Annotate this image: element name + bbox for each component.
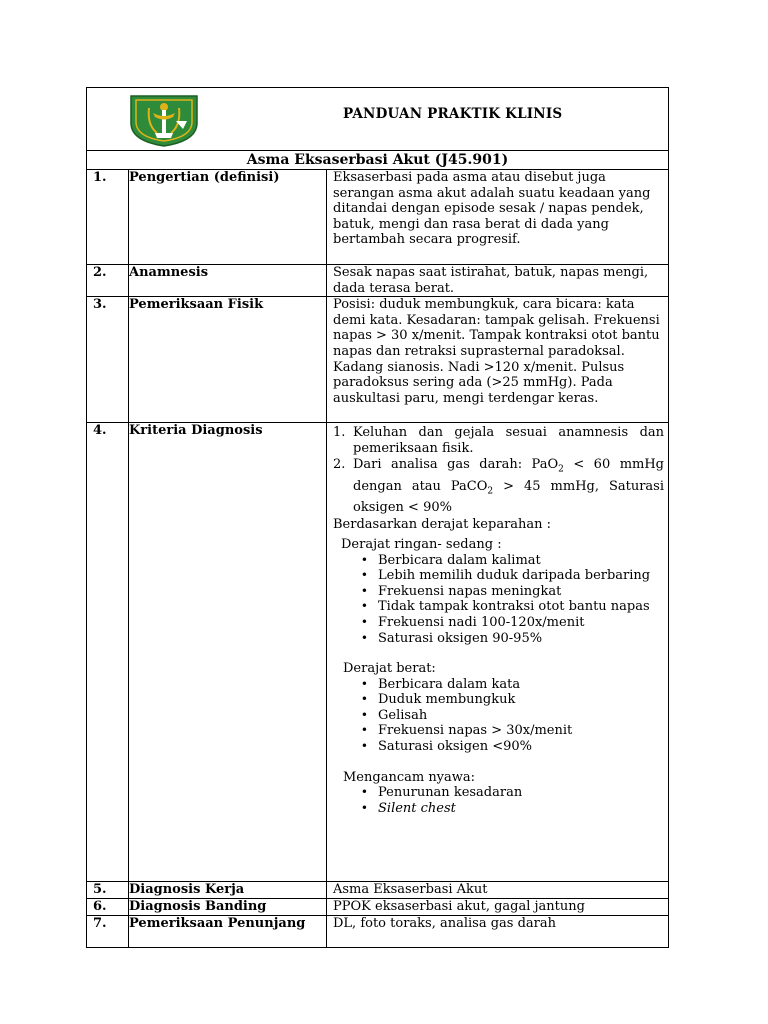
list-item — [333, 457, 664, 515]
list-item — [333, 785, 664, 801]
clinical-guideline-sheet — [86, 87, 668, 948]
document-subtitle: Asma Eksaserbasi Akut (J45.901) — [87, 151, 669, 170]
row-label: Diagnosis Kerja — [129, 882, 327, 899]
list-item — [333, 584, 664, 600]
list-item — [333, 801, 664, 817]
bullet-icon: • — [360, 583, 368, 598]
list-text: Berbicara dalam kata — [378, 676, 521, 692]
row-number: 7. — [87, 916, 129, 948]
list-item — [333, 425, 664, 456]
list-text: Penurunan kesadaran — [378, 785, 523, 801]
list-text: Keluhan dan gejala sesuai anamnesis dan pemeriksaan fisik. — [353, 425, 665, 456]
bullet-icon: • — [360, 800, 368, 815]
bullet-icon: • — [360, 630, 368, 645]
severity-group-title: Derajat ringan- sedang : — [341, 536, 502, 552]
row-value: DL, foto toraks, analisa gas darah — [327, 916, 669, 948]
list-item — [333, 692, 664, 708]
subscript: 2 — [487, 486, 494, 497]
severity-group-title: Mengancam nyawa: — [343, 769, 476, 785]
list-text: Saturasi oksigen 90-95% — [378, 630, 543, 646]
row-label: Pemeriksaan Fisik — [129, 297, 327, 423]
table-row — [87, 170, 669, 265]
list-item — [333, 568, 664, 584]
bullet-icon: • — [360, 785, 368, 800]
table-row — [87, 882, 669, 899]
list-item — [333, 553, 664, 569]
list-text: Lebih memilih duduk daripada berbaring — [378, 568, 651, 584]
subscript: 2 — [558, 464, 564, 475]
row-number: 2. — [87, 265, 129, 297]
list-item — [333, 708, 664, 724]
bullet-icon: • — [360, 568, 368, 583]
row-label: Pengertian (definisi) — [129, 170, 327, 265]
row-label: Diagnosis Banding — [129, 899, 327, 916]
row-number: 5. — [87, 882, 129, 899]
list-text: Frekuensi napas meningkat — [378, 583, 562, 599]
list-text-part: < 60 mmHg dengan atau PaCO — [353, 457, 665, 494]
row-value: Asma Eksaserbasi Akut — [327, 882, 669, 899]
page-title: PANDUAN PRAKTIK KLINIS — [343, 106, 563, 122]
table-row — [87, 297, 669, 423]
list-text: Frekuensi napas > 30x/menit — [378, 723, 573, 739]
bullet-icon: • — [360, 676, 368, 691]
row-value: Eksaserbasi pada asma atau disebut juga serangan asma akut adalah suatu keadaan yang ditandai dengan episode sesak / napas pendek, batuk, mengi dan rasa berat di dada yang bertambah secara progresif. — [327, 170, 669, 265]
bullet-icon: • — [360, 692, 368, 707]
row-value: Sesak napas saat istirahat, batuk, napas mengi, dada terasa berat. — [327, 265, 669, 297]
header-cell — [87, 88, 669, 151]
kriteria-diagnosis-cell — [327, 423, 669, 882]
row-value: PPOK eksaserbasi akut, gagal jantung — [327, 899, 669, 916]
table-row — [87, 899, 669, 916]
severity-group-title: Derajat berat: — [343, 661, 436, 677]
bullet-icon: • — [360, 739, 368, 754]
list-text-part: > 45 mmHg, Saturasi oksigen < 90% — [353, 478, 665, 515]
bullet-icon: • — [360, 723, 368, 738]
list-text: Frekuensi nadi 100-120x/menit — [378, 614, 585, 630]
bullet-icon: • — [360, 599, 368, 614]
list-item — [333, 677, 664, 693]
row-number: 4. — [87, 423, 129, 882]
list-item — [333, 615, 664, 631]
row-label: Kriteria Diagnosis — [129, 423, 327, 882]
list-number: 2. — [333, 457, 346, 473]
row-number: 1. — [87, 170, 129, 265]
shield-emblem-icon — [127, 93, 201, 147]
criteria-numbered-list — [333, 425, 664, 515]
list-item — [333, 739, 664, 755]
bullet-list-nyawa — [333, 785, 664, 816]
list-text: Silent chest — [378, 800, 456, 816]
list-text: Berbicara dalam kalimat — [378, 552, 541, 568]
list-number: 1. — [333, 425, 346, 441]
table-row — [87, 265, 669, 297]
row-number: 6. — [87, 899, 129, 916]
row-label: Anamnesis — [129, 265, 327, 297]
list-text-part: Dari analisa gas darah: PaO — [353, 457, 559, 473]
bullet-list-ringan — [333, 553, 664, 647]
row-value: Posisi: duduk membungkuk, cara bicara: kata demi kata. Kesadaran: tampak gelisah. Frekuensi napas > 30 x/menit. Tampak kontraksi otot bantu napas dan retraksi suprasternal paradoksal. Kadang sianosis. Nadi >120 x/menit. Pulsus paradoksus sering ada (>25 mmHg). Pada auskultasi paru, mengi terdengar keras. — [327, 297, 669, 423]
row-label: Pemeriksaan Penunjang — [129, 916, 327, 948]
list-text — [353, 457, 664, 515]
bullet-icon: • — [360, 614, 368, 629]
list-text: Tidak tampak kontraksi otot bantu napas — [378, 599, 650, 615]
list-text: Gelisah — [378, 707, 428, 723]
table-row — [87, 916, 669, 948]
guideline-table — [86, 87, 669, 948]
severity-intro: Berdasarkan derajat keparahan : — [333, 517, 552, 533]
list-item — [333, 631, 664, 647]
bullet-list-berat — [333, 677, 664, 755]
list-text: Duduk membungkuk — [378, 692, 516, 708]
bullet-icon: • — [360, 707, 368, 722]
list-item — [333, 599, 664, 615]
row-number: 3. — [87, 297, 129, 423]
list-text: Saturasi oksigen <90% — [378, 739, 533, 755]
bullet-icon: • — [360, 552, 368, 567]
list-item — [333, 723, 664, 739]
table-row — [87, 423, 669, 882]
